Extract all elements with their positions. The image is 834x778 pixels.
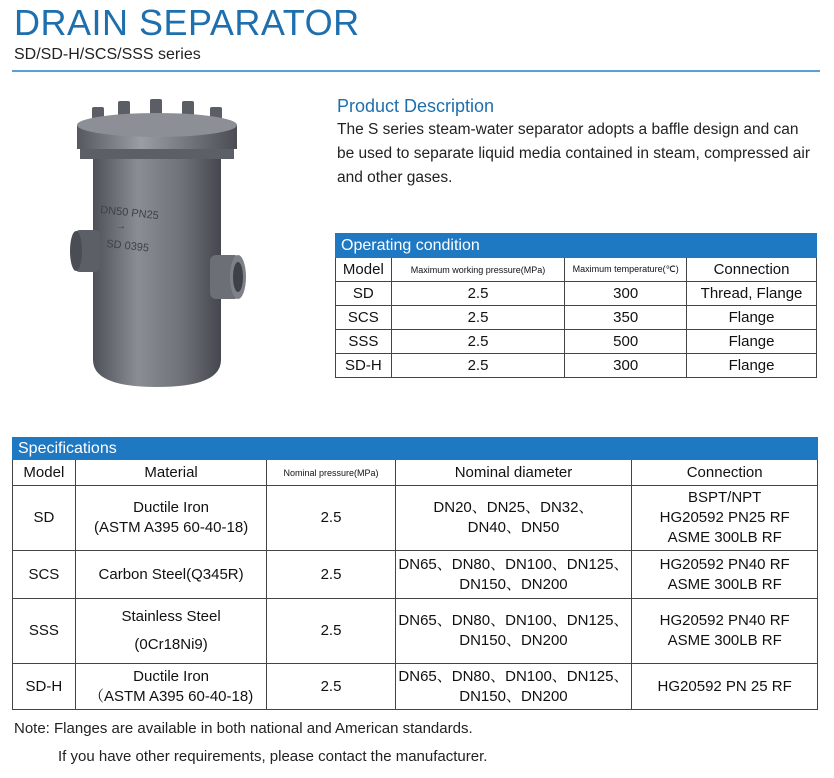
spec-model: SD	[13, 486, 76, 551]
op-cell: 2.5	[391, 306, 565, 330]
spec-connection	[632, 551, 818, 599]
header-divider	[12, 70, 820, 72]
diameter-line: DN150、DN200	[459, 575, 568, 593]
diameter-line: DN150、DN200	[459, 632, 568, 649]
op-header-connection: Connection	[687, 258, 817, 282]
connection-line: BSPT/NPT	[687, 489, 762, 506]
spec-table-title: Specifications	[13, 438, 818, 460]
spec-material	[75, 599, 267, 664]
spec-header-material: Material	[75, 460, 267, 486]
material-line: Ductile Iron	[133, 667, 210, 685]
connection-line: HG20592 PN 25 RF	[657, 677, 792, 695]
spec-connection	[632, 599, 818, 664]
casting-text-2: SD 0395	[105, 238, 150, 255]
spec-pressure: 2.5	[267, 599, 395, 664]
diameter-line: DN40、DN50	[467, 519, 560, 536]
table-row	[336, 330, 817, 354]
material-line: (0Cr18Ni9)	[134, 636, 208, 653]
connection-line: ASME 300LB RF	[667, 529, 782, 546]
note-line-1: Note: Flanges are available in both national and American standards.	[14, 720, 473, 737]
diameter-line: DN65、DN80、DN100、DN125、	[398, 667, 629, 685]
material-line: Stainless Steel	[121, 608, 221, 625]
connection-line: ASME 300LB RF	[667, 575, 782, 593]
op-cell: 2.5	[391, 282, 565, 306]
connection-line: HG20592 PN25 RF	[659, 509, 790, 526]
spec-diameter	[395, 599, 632, 664]
spec-diameter	[395, 664, 632, 710]
op-header-model: Model	[336, 258, 392, 282]
diameter-line: DN65、DN80、DN100、DN125、	[398, 612, 629, 629]
op-cell: 2.5	[391, 354, 565, 378]
casting-text-1: DN50 PN25	[99, 204, 160, 223]
op-cell: 350	[565, 306, 687, 330]
spec-header-connection: Connection	[632, 460, 818, 486]
table-row	[336, 282, 817, 306]
spec-diameter	[395, 551, 632, 599]
description-body: The S series steam-water separator adopts a baffle design and can be used to separate liquid media contained in steam, compressed air and other gases.	[337, 121, 811, 186]
spec-header-model: Model	[13, 460, 76, 486]
table-row	[13, 664, 818, 710]
spec-header-diameter: Nominal diameter	[395, 460, 632, 486]
material-line: Carbon Steel(Q345R)	[98, 565, 244, 583]
spec-diameter	[395, 486, 632, 551]
op-header-temperature: Maximum temperature(℃)	[565, 258, 687, 282]
table-row	[13, 551, 818, 599]
spec-pressure: 2.5	[267, 664, 395, 710]
op-cell: 500	[565, 330, 687, 354]
table-row	[336, 306, 817, 330]
op-cell: Thread, Flange	[687, 282, 817, 306]
material-line: Ductile Iron	[133, 499, 210, 516]
op-cell: SSS	[336, 330, 392, 354]
spec-pressure: 2.5	[267, 486, 395, 551]
diameter-line: DN65、DN80、DN100、DN125、	[398, 555, 629, 573]
svg-text:→: →	[116, 221, 126, 232]
spec-model: SSS	[13, 599, 76, 664]
drain-separator-image	[60, 95, 290, 405]
table-row	[13, 599, 818, 664]
connection-line: HG20592 PN40 RF	[659, 555, 790, 573]
op-cell: Flange	[687, 354, 817, 378]
op-cell: 2.5	[391, 330, 565, 354]
specifications-table	[12, 437, 818, 710]
op-cell: 300	[565, 354, 687, 378]
description-heading: Product Description	[337, 96, 495, 116]
diameter-line: DN20、DN25、DN32、	[433, 499, 594, 516]
table-row	[336, 354, 817, 378]
op-header-pressure: Maximum working pressure(MPa)	[391, 258, 565, 282]
op-cell: Flange	[687, 330, 817, 354]
connection-line: HG20592 PN40 RF	[659, 612, 790, 629]
spec-connection	[632, 486, 818, 551]
note-line-2: If you have other requirements, please contact the manufacturer.	[58, 748, 488, 765]
spec-material	[75, 664, 267, 710]
material-line: （ASTM A395 60-40-18)	[88, 687, 254, 705]
op-cell: 300	[565, 282, 687, 306]
spec-material	[75, 486, 267, 551]
spec-connection	[632, 664, 818, 710]
op-cell: SD	[336, 282, 392, 306]
material-line: (ASTM A395 60-40-18)	[93, 519, 249, 536]
page-title: DRAIN SEPARATOR	[14, 2, 360, 43]
diameter-line: DN150、DN200	[459, 687, 568, 705]
op-cell: Flange	[687, 306, 817, 330]
spec-material	[75, 551, 267, 599]
op-cell: SD-H	[336, 354, 392, 378]
spec-model: SD-H	[13, 664, 76, 710]
table-row	[13, 486, 818, 551]
operating-table-title: Operating condition	[336, 234, 817, 258]
page-subtitle: SD/SD-H/SCS/SSS series	[14, 46, 201, 63]
operating-condition-table	[335, 233, 817, 378]
connection-line: ASME 300LB RF	[667, 632, 782, 649]
spec-header-pressure: Nominal pressure(MPa)	[267, 460, 395, 486]
op-cell: SCS	[336, 306, 392, 330]
spec-model: SCS	[13, 551, 76, 599]
spec-pressure: 2.5	[267, 551, 395, 599]
